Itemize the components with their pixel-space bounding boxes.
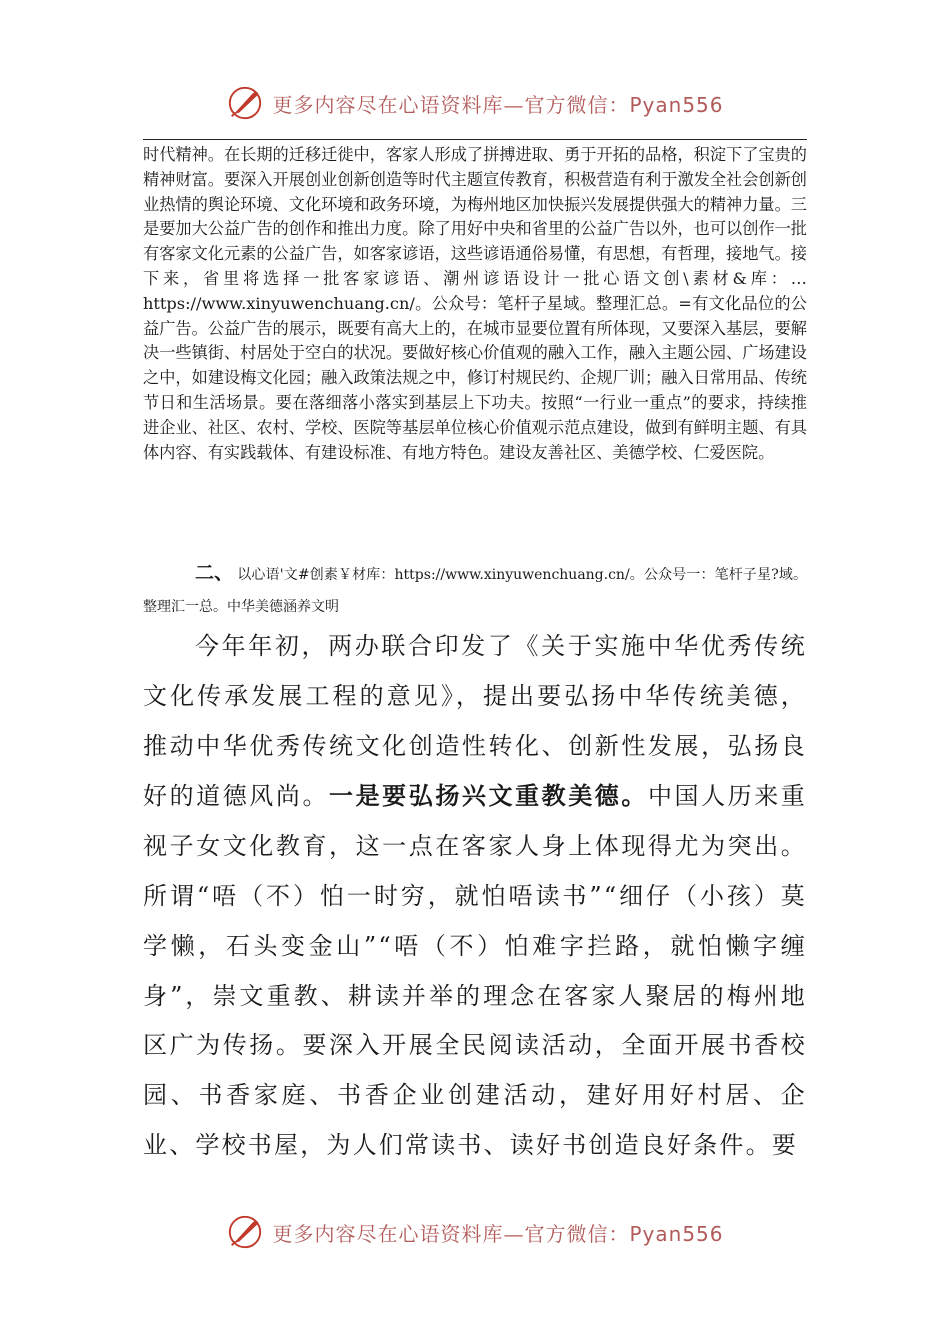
- header-banner-text: 更多内容尽在心语资料库—官方微信：Pyan556: [272, 92, 724, 117]
- section-heading-line: [143, 557, 807, 623]
- section-heading-text: 以心语'文#创素￥材库：https://www.xinyuwenchuang.cn/。公众号一：笔杆子星?域。整理汇一总。中华美德涵养文明: [143, 567, 807, 615]
- header-divider: [143, 139, 807, 140]
- quill-pen-logo-icon: [226, 1213, 264, 1251]
- footer-banner-text: 更多内容尽在心语资料库—官方微信：Pyan556: [272, 1221, 724, 1246]
- paragraph-2-body: 中国人历来重视子女文化教育，这一点在客家人身上体现得尤为突出。所谓“唔（不）怕一时穷，就怕唔读书”“细仔（小孩）莫学懒，石头变金山”“唔（不）怕难字拦路，就怕懒字缠身”，崇文重教、耕读并举的理念在客家人聚居的梅州地区广为传扬。要深入开展全民阅读活动，全面开展书香校园、书香家庭、书香企业创建活动，建好用好村居、企业、学校书屋，为人们常读书、读好书创造良好条件。要: [143, 782, 808, 1159]
- body-paragraph-2: [143, 622, 807, 1171]
- paragraph-2-intro: 今年年初，两办联合印发了《关于实施中华优秀传统文化传承发展工程的意见》，提出要弘扬中华传统美德，推动中华优秀传统文化创造性转化、创新性发展，弘扬良好的道德风尚。: [143, 632, 807, 811]
- paragraph-2-emphasis: 一是要弘扬兴文重教美德。: [329, 781, 648, 811]
- body-paragraph-1: 时代精神。在长期的迁移迁徙中，客家人形成了拼搏进取、勇于开拓的品格，积淀下了宝贵的精神财富。要深入开展创业创新创造等时代主题宣传教育，积极营造有利于激发全社会创新创业热情的舆论环境、文化环境和政务环境，为梅州地区加快振兴发展提供强大的精神力量。三是要加大公益广告的创作和推出力度。除了用好中央和省里的公益广告以外，也可以创作一批有客家文化元素的公益广告，如客家谚语，这些谚语通俗易懂，有思想，有哲理，接地气。接下来，省里将选择一批客家谚语、潮州谚语设计一批心语文创\素材&库：…https://www.xinyuwenchuang.cn/。公众号：笔杆子星域。整理汇总。=有文化品位的公益广告。公益广告的展示，既要有高大上的，在城市显要位置有所体现，又要深入基层，要解决一些镇街、村居处于空白的状况。要做好核心价值观的融入工作，融入主题公园、广场建设之中，如建设梅文化园；融入政策法规之中，修订村规民约、企规厂训；融入日常用品、传统节日和生活场景。要在落细落小落实到基层上下功夫。按照“一行业一重点”的要求，持续推进企业、社区、农村、学校、医院等基层单位核心价值观示范点建设，做到有鲜明主题、有具体内容、有实践载体、有建设标准、有地方特色。建设友善社区、美德学校、仁爱医院。: [143, 145, 807, 462]
- footer-wechat-id: Pyan556: [629, 1221, 724, 1246]
- page-header-banner: [0, 78, 950, 128]
- section-number: 二、: [195, 562, 234, 584]
- header-wechat-id: Pyan556: [629, 92, 724, 117]
- quill-pen-logo-icon: [226, 84, 264, 122]
- page-footer-banner: [0, 1207, 950, 1257]
